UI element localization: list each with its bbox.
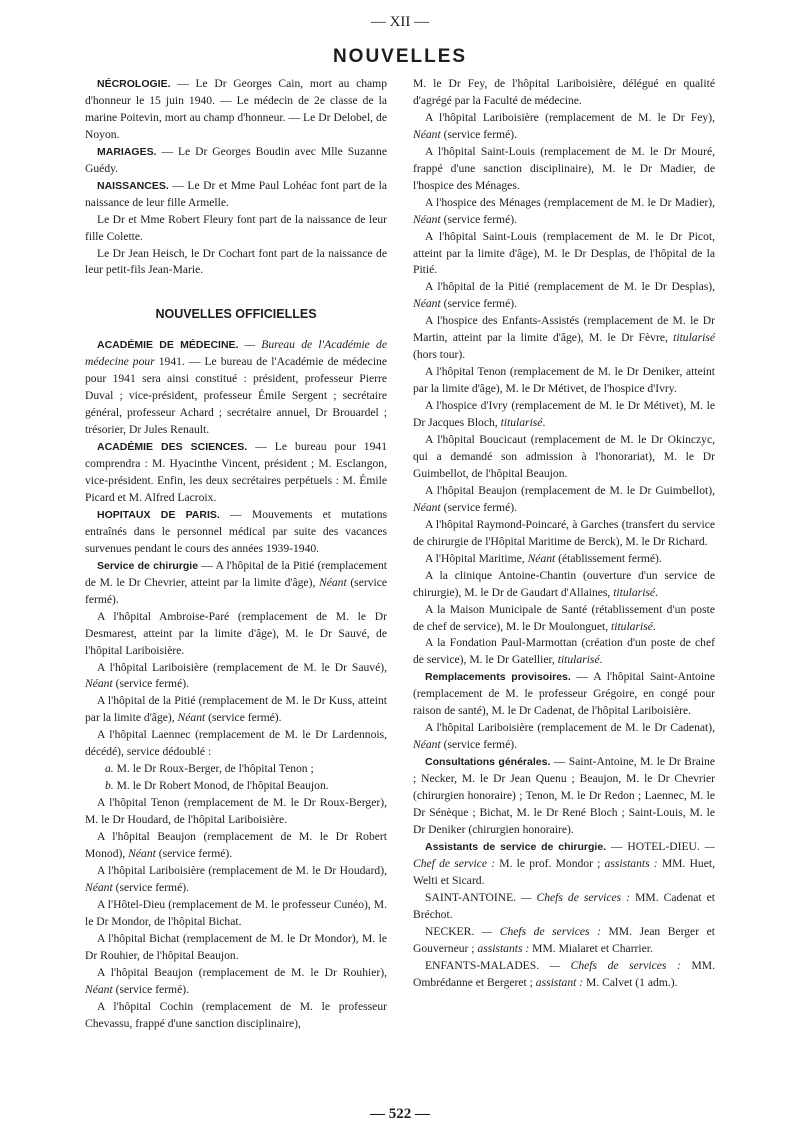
antoine-chantin-paragraph xyxy=(413,568,715,602)
entry-end: (service fermé). xyxy=(440,212,517,226)
entry-text: A l'hôpital de la Pitié (remplacement de M. le Dr Desplas), xyxy=(425,280,715,294)
item-text: M. le Dr Roux-Berger, de l'hôpital Tenon ; xyxy=(113,762,314,776)
neant-label: Néant xyxy=(85,677,113,691)
beaujon-text: A l'hôpital Beaujon (remplacement de M. le Dr Robert Monod), xyxy=(85,830,387,860)
consultations-generales-paragraph xyxy=(413,754,715,839)
lariboisiere-cadenat-paragraph xyxy=(413,720,715,754)
ambroise-pare-paragraph: A l'hôpital Ambroise-Paré (remplacement de M. le Dr Desmarest, atteint par la limite d'âge), M. le Dr Sauvé, de l'hôpital Lariboisière. xyxy=(85,609,387,657)
hotel-dieu-paragraph: A l'Hôtel-Dieu (remplacement de M. le professeur Cunéo), M. le Dr Mondor, de l'hôpital Bichat. xyxy=(85,897,387,928)
entry-end: (service fermé). xyxy=(440,500,517,514)
lariboisiere-end: (service fermé). xyxy=(112,677,189,691)
consultations-generales-text: — Saint-Antoine, M. le Dr Braine ; Necker, M. le Dr Jean Quenu ; Beaujon, M. le Dr Chevrier (chirurgien honoraire) ; Tenon, M. le Dr Redon ; Laennec, M. le Dr Sénèque ; Bichat, M. le Dr René Bloch ; Saint-Louis, M. le Dr Deniker (chirurgien honoraire). xyxy=(413,755,716,836)
enfants-malades-label: ENFANTS-MALADES. xyxy=(425,958,540,972)
entry-end: . xyxy=(542,416,546,430)
necker-label: NECKER. xyxy=(425,924,475,938)
chefs-de-services-label: — Chefs de services : xyxy=(539,958,681,972)
neant-label: Néant xyxy=(527,551,556,565)
service-chirurgie-end: (service fermé). xyxy=(85,575,388,606)
neant-label: Néant xyxy=(413,500,441,514)
entry-text: A l'hôpital Lariboisière (remplacement de M. le Dr Cadenat), xyxy=(425,721,715,735)
academie-sciences-heading: ACADÉMIE DES SCIENCES. xyxy=(97,441,248,454)
titularise-label: titularisé xyxy=(611,619,653,633)
lariboisiere-paragraph xyxy=(85,660,387,694)
entry-end: (hors tour). xyxy=(413,348,466,362)
item-label: a. xyxy=(105,762,114,776)
entry-text: A l'Hôpital Maritime, xyxy=(425,551,528,565)
raymond-poincare-paragraph: A l'hôpital Raymond-Poincaré, à Garches (transfert du service de chirurgie de l'Hôpital Maritime de Berck), M. le Dr Richard. xyxy=(413,517,715,548)
pitie-desplas-paragraph xyxy=(413,279,715,313)
service-chirurgie-text: — A l'hôpital de la Pitié (remplacement de M. le Dr Chevrier, atteint par la limite d'âge), xyxy=(85,558,387,589)
entry-text: A l'hôpital Beaujon (remplacement de M. le Dr Guimbellot), xyxy=(425,483,715,497)
entry-text: M. Calvet (1 adm.). xyxy=(583,975,678,989)
beaujon-paragraph-2 xyxy=(85,965,387,999)
neant-label: Néant xyxy=(413,127,441,141)
assistants-heading: Assistants de service de chirurgie. xyxy=(425,840,607,853)
right-column xyxy=(413,76,715,991)
mariages-paragraph xyxy=(85,144,387,178)
neant-label: Néant xyxy=(318,575,347,589)
spacer xyxy=(85,279,387,306)
service-chirurgie-paragraph xyxy=(85,558,387,609)
academie-medecine-text: 1941. — Le bureau de l'Académie de médecine pour 1941 sera ainsi constitué : président, professeur Pierre Duval ; vice-président, professeur Émile Sergent ; secrétaire général, professeur Achard ; secrétaire annuel, Dr Brouardel ; trésorier, Dr Jules Renault. xyxy=(85,355,387,437)
pitie-text: A l'hôpital de la Pitié (remplacement de M. le Dr Kuss, atteint par la limite d'âge), xyxy=(85,694,387,725)
chefs-de-services-label: — Chefs de services : xyxy=(474,924,601,938)
entry-end: (service fermé). xyxy=(440,127,517,141)
beaujon-paragraph xyxy=(85,829,387,863)
entry-text: A la Maison Municipale de Santé (rétablissement d'un poste de chef de service), M. le Dr Moulonguet, xyxy=(413,602,715,633)
lariboisiere-fey-paragraph xyxy=(413,110,715,144)
fondation-marmottan-paragraph xyxy=(413,635,715,669)
hopital-maritime-paragraph xyxy=(413,551,715,568)
enfants-malades-assistants-paragraph xyxy=(413,958,715,992)
ivry-paragraph xyxy=(413,398,715,432)
chefs-de-services-label: — Chefs de services : xyxy=(516,890,631,904)
necker-assistants-paragraph xyxy=(413,924,715,958)
entry-text: A l'hospice d'Ivry (remplacement de M. le Dr Métivet), M. le Dr Jacques Bloch, xyxy=(413,399,715,430)
necrologie-heading: NÉCROLOGIE. xyxy=(97,78,171,90)
item-text: M. le Dr Robert Monod, de l'hôpital Beaujon. xyxy=(113,779,329,793)
beaujon-text: A l'hôpital Beaujon (remplacement de M. le Dr Rouhier), xyxy=(97,965,387,979)
assistants-paragraph xyxy=(413,839,715,890)
academie-sciences-paragraph xyxy=(85,439,387,507)
necrologie-paragraph xyxy=(85,76,387,144)
entry-text: MM. Mialaret et Charrier. xyxy=(529,941,653,955)
hopitaux-text: — Mouvements et mutations entraînés dans le personnel médical par suite des vacances survenues pendant le cours des années 1939-1940. xyxy=(85,507,388,555)
saint-louis-picot-paragraph: A l'hôpital Saint-Louis (remplacement de M. le Dr Picot, atteint par la limite d'âge), M. le Dr Desplas, de l'hôpital de la Pitié. xyxy=(413,229,715,277)
entry-text: A l'hospice des Enfants-Assistés (remplacement de M. le Dr Martin, atteint par la limite d'âge), M. le Dr Fèvre, xyxy=(413,314,715,345)
service-chirurgie-heading: Service de chirurgie xyxy=(97,559,199,572)
mariages-text: — Le Dr Georges Boudin avec Mlle Suzanne Guédy. xyxy=(85,144,387,175)
bichat-paragraph: A l'hôpital Bichat (remplacement de M. le Dr Mondor), M. le Dr Rouhier, de l'hôpital Beaujon. xyxy=(85,931,387,962)
academie-medecine-heading: ACADÉMIE DE MÉDECINE. xyxy=(97,339,239,352)
lariboisiere-text: A l'hôpital Lariboisière (remplacement de M. le Dr Houdard), xyxy=(97,863,387,877)
beaujon-guimbellot-paragraph xyxy=(413,483,715,517)
neant-label: Néant xyxy=(177,711,206,725)
titularise-label: titularisé xyxy=(500,416,543,430)
entry-end: (service fermé). xyxy=(440,738,517,752)
entry-end: . xyxy=(652,619,656,633)
section-title: NOUVELLES OFFICIELLES xyxy=(155,307,317,322)
maison-municipale-paragraph xyxy=(413,602,715,636)
beaujon-end: (service fermé). xyxy=(155,846,233,860)
tenon-deniker-paragraph: A l'hôpital Tenon (remplacement de M. le Dr Deniker, atteint par la limite d'âge), M. le Dr Métivet, de l'hospice d'Ivry. xyxy=(413,365,715,396)
page-title: NOUVELLES xyxy=(332,46,468,67)
assistant-label: assistant : xyxy=(535,975,584,989)
roman-page-number: — XII — xyxy=(370,14,430,30)
fey-continuation: M. le Dr Fey, de l'hôpital Lariboisière, délégué en qualité d'agrégé par la Faculté de médecine. xyxy=(413,77,715,107)
lariboisiere-text: A l'hôpital Lariboisière (remplacement de M. le Dr Sauvé), xyxy=(97,660,387,674)
academie-medecine-paragraph xyxy=(85,337,387,439)
hopitaux-paragraph xyxy=(85,507,387,558)
list-item-b xyxy=(85,778,387,795)
entry-text: MM. Huet, Welti et Sicard. xyxy=(413,856,715,887)
neant-label: Néant xyxy=(413,738,441,752)
entry-text: A l'hôpital Lariboisière (remplacement de M. le Dr Fey), xyxy=(425,110,715,124)
neant-label: Néant xyxy=(85,982,113,996)
laennec-paragraph: A l'hôpital Laennec (remplacement de M. le Dr Lardennois, décédé), service dédoublé : xyxy=(85,728,387,759)
remplacements-provisoires-paragraph xyxy=(413,669,715,720)
consultations-generales-heading: Consultations générales. xyxy=(425,756,551,769)
enfants-assistes-paragraph xyxy=(413,313,715,364)
titularise-label: titularisé xyxy=(557,653,600,667)
saint-antoine-label: SAINT-ANTOINE. xyxy=(425,890,517,904)
necrologie-text: — Le Dr Georges Cain, mort au champ d'honneur le 15 juin 1940. — Le médecin de 2e classe de la marine Poitevin, mort au champ d'honneur. — Le Dr Delobel, de Noyon. xyxy=(85,77,387,141)
naissances-paragraph xyxy=(85,178,387,212)
boucicaut-paragraph: A l'hôpital Boucicaut (remplacement de M. le Dr Okinczyc, qui a demandé son admission à l'honorariat), M. le Dr Guimbellot, de l'hôpital Beaujon. xyxy=(413,433,715,480)
entry-end: (service fermé). xyxy=(440,297,517,311)
entry-end: . xyxy=(599,653,603,667)
beaujon-end: (service fermé). xyxy=(112,982,189,996)
neant-label: Néant xyxy=(413,212,441,226)
tenon-paragraph: A l'hôpital Tenon (remplacement de M. le Dr Roux-Berger), M. le Dr Houdard, de l'hôpital Lariboisière. xyxy=(85,796,387,827)
pitie-end: (service fermé). xyxy=(205,711,282,725)
remplacements-provisoires-heading: Remplacements provisoires. xyxy=(425,671,571,684)
hotel-dieu-label: — HOTEL-DIEU. xyxy=(606,839,700,853)
entry-text: A l'hospice des Ménages (remplacement de M. le Dr Madier), xyxy=(425,195,715,209)
mariages-heading: MARIAGES. xyxy=(97,145,157,158)
list-item-a xyxy=(85,761,387,778)
saint-louis-moure-paragraph: A l'hôpital Saint-Louis (remplacement de M. le Dr Mouré, frappé d'une sanction disciplinaire), M. le Dr Madier, de l'hospice des Ménages. xyxy=(413,144,715,192)
academie-sciences-text: — Le bureau pour 1941 comprendra : M. Hyacinthe Vincent, président ; M. Esclangon, vice-président. Enfin, les deux secrétaires perpétuels : M. Émile Picard et M. Alfred Lacroix. xyxy=(85,440,387,504)
entry-end: . xyxy=(655,585,658,599)
neant-label: Néant xyxy=(85,880,113,894)
entry-text: MM. Cadenat et Bréchot. xyxy=(413,890,715,921)
naissance-fleury: Le Dr et Mme Robert Fleury font part de la naissance de leur fille Colette. xyxy=(85,212,387,243)
menages-paragraph xyxy=(413,195,715,229)
entry-text: MM. Jean Berger et Gouverneur ; xyxy=(413,924,715,955)
naissance-heisch: Le Dr Jean Heisch, le Dr Cochart font part de la naissance de leur petit-fils Jean-Marie. xyxy=(85,246,387,277)
naissances-text: — Le Dr et Mme Paul Lohéac font part de la naissance de leur fille Armelle. xyxy=(85,178,387,209)
academie-medecine-subtitle: — Bureau de l'Académie de médecine pour xyxy=(85,338,388,369)
neant-label: Néant xyxy=(413,297,441,311)
neant-label: Néant xyxy=(128,846,156,860)
hopitaux-heading: HOPITAUX DE PARIS. xyxy=(97,508,220,521)
titularise-label: titularisé xyxy=(613,585,656,599)
item-label: b. xyxy=(105,779,114,793)
pitie-paragraph xyxy=(85,693,387,727)
saint-antoine-assistants-paragraph xyxy=(413,890,715,924)
left-column xyxy=(85,76,387,1032)
lariboisiere-end: (service fermé). xyxy=(112,880,189,894)
remplacements-provisoires-text: — A l'hôpital Saint-Antoine (remplacement de M. le professeur Grégoire, en congé pour raison de santé), M. le Dr Cadenat, de l'hôpital Lariboisière. xyxy=(413,670,715,718)
cochin-paragraph: A l'hôpital Cochin (remplacement de M. le professeur Chevassu, frappé d'une sanction disciplinaire), xyxy=(85,999,387,1030)
entry-text: MM. Ombrédanne et Bergeret ; xyxy=(413,958,715,989)
assistants-label: assistants : xyxy=(604,856,658,870)
page-number: — 522 — xyxy=(370,1106,430,1122)
entry-text: M. le prof. Mondor ; xyxy=(495,856,605,870)
entry-text: A la clinique Antoine-Chantin (ouverture d'un service de chirurgie), M. le Dr de Gaudart d'Allaines, xyxy=(413,568,715,599)
titularise-label: titularisé xyxy=(673,331,715,345)
lariboisiere-paragraph-2 xyxy=(85,863,387,897)
entry-end: (établissement fermé). xyxy=(555,551,662,565)
naissances-heading: NAISSANCES. xyxy=(97,179,169,192)
entry-text: A la Fondation Paul-Marmottan (création d'un poste de chef de service), M. le Dr Gatellier, xyxy=(413,636,715,667)
assistants-label: assistants : xyxy=(477,941,530,955)
chef-de-service-label: — Chef de service : xyxy=(413,839,715,870)
